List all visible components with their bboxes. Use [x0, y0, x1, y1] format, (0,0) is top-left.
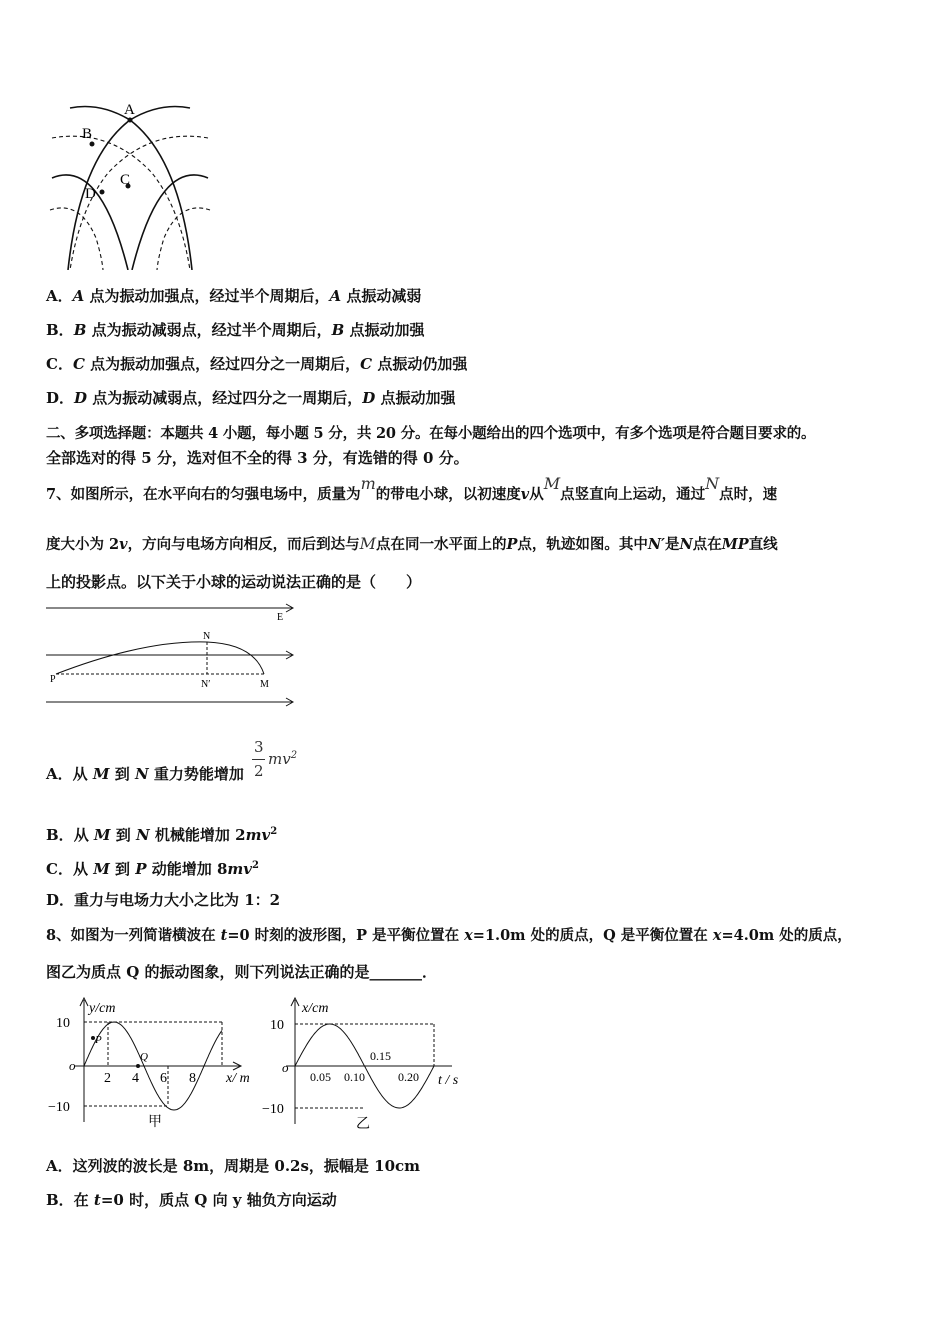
section2-line1: 二、多项选择题：本题共 4 小题，每小题 5 分，共 20 分。在每小题给出的四个选项中，有多个选项是符合题目要求的。 — [46, 425, 816, 442]
mv-expression: mv — [268, 750, 291, 768]
wave-graph-jia — [44, 994, 270, 1134]
label-b: B — [82, 126, 93, 142]
x-tick-8: 8 — [189, 1071, 196, 1086]
q8-option-a: A．这列波的波长是 8m，周期是 0.2s，振幅是 10cm — [46, 1157, 421, 1175]
fraction-bar — [252, 759, 265, 760]
x-tick-4: 4 — [132, 1071, 139, 1086]
field-trajectory-figure — [44, 600, 300, 710]
t-axis-label: t / s — [438, 1073, 459, 1088]
y-axis-label: x/cm — [302, 1001, 329, 1016]
t-tick-010: 0.10 — [344, 1070, 365, 1084]
point-d-dot — [100, 190, 105, 195]
point-a-dot — [128, 118, 133, 123]
label-p: P — [95, 1034, 102, 1046]
q6-option-a: A．A 点为振动加强点，经过半个周期后，A 点振动减弱 — [46, 287, 422, 305]
mv-power: 2 — [290, 750, 298, 761]
t-tick-020: 0.20 — [398, 1070, 419, 1084]
label-a: A — [124, 102, 135, 118]
solid-arc — [132, 175, 208, 270]
q7-option-a-fraction — [250, 738, 310, 788]
vibration-graph-yi — [262, 994, 472, 1134]
q8-option-b: B．在 t=0 时，质点 Q 向 y 轴负方向运动 — [46, 1191, 337, 1209]
x-tick-2: 2 — [104, 1071, 111, 1086]
q7-option-a: A．从 M 到 N 重力势能增加 — [46, 765, 244, 783]
q7-line1: 7、如图所示，在水平向右的匀强电场中，质量为m的带电小球，以初速度v从M点竖直向上运动，通过N点时，速 — [46, 474, 778, 503]
origin-label: o — [282, 1060, 289, 1075]
label-n-prime: N′ — [201, 679, 211, 690]
fraction-denominator: 2 — [254, 762, 264, 780]
trajectory — [56, 642, 264, 674]
y-top-label: 10 — [270, 1018, 284, 1033]
x-tick-6: 6 — [160, 1071, 167, 1086]
q8-line2: 图乙为质点 Q 的振动图象，则下列说法正确的是_______． — [46, 963, 438, 981]
caption-yi: 乙 — [356, 1117, 370, 1132]
q7-option-b: B．从 M 到 N 机械能增加 $2mv^2$ — [46, 826, 278, 844]
q6-option-d: D．D 点为振动减弱点，经过四分之一周期后，D 点振动加强 — [46, 389, 456, 407]
dashed-arc — [52, 136, 190, 270]
t-tick-005: 0.05 — [310, 1070, 331, 1084]
label-n: N — [203, 631, 211, 642]
q7-option-c: C．从 M 到 P 动能增加 $8mv^2$ — [46, 860, 259, 878]
dashed-arc — [70, 136, 208, 270]
label-m: M — [260, 679, 269, 690]
label-p: P — [50, 674, 56, 685]
label-c: C — [120, 172, 131, 188]
q6-option-b: B．B 点为振动减弱点，经过半个周期后，B 点振动加强 — [46, 321, 425, 339]
t-tick-015: 0.15 — [370, 1049, 391, 1063]
q7-option-d: D．重力与电场力大小之比为 1：2 — [46, 891, 281, 909]
q6-option-c: C．C 点为振动加强点，经过四分之一周期后，C 点振动仍加强 — [46, 355, 468, 373]
x-axis-label: x/ m — [226, 1071, 250, 1086]
interference-figure — [40, 98, 220, 270]
y-bottom-label: −10 — [48, 1100, 70, 1115]
section2-line2: 全部选对的得 5 分，选对但不全的得 3 分，有选错的得 0 分。 — [46, 449, 469, 467]
y-axis-label: y/cm — [89, 1001, 116, 1016]
origin-label: o — [69, 1058, 76, 1073]
caption-jia: 甲 — [148, 1115, 162, 1130]
q7-line2: 度大小为 2v，方向与电场方向相反，而后到达与M点在同一水平面上的P点，轨迹如图。其中N′是N点在MP直线 — [46, 534, 778, 553]
y-bottom-label: −10 — [262, 1102, 284, 1117]
q8-line1: 8、如图为一列简谐横波在 t=0 时刻的波形图，P 是平衡位置在 x=1.0m 处的质点，Q 是平衡位置在 x=4.0m 处的质点， — [46, 927, 852, 944]
label-d: D — [85, 186, 96, 202]
q7-line3: 上的投影点。以下关于小球的运动说法正确的是（ ） — [46, 573, 422, 591]
label-e: E — [277, 612, 284, 623]
y-top-label: 10 — [56, 1016, 70, 1031]
point-b-dot — [90, 142, 95, 147]
label-q: Q — [140, 1051, 148, 1063]
fraction-numerator: 3 — [254, 738, 264, 756]
point-q-dot — [136, 1064, 140, 1068]
